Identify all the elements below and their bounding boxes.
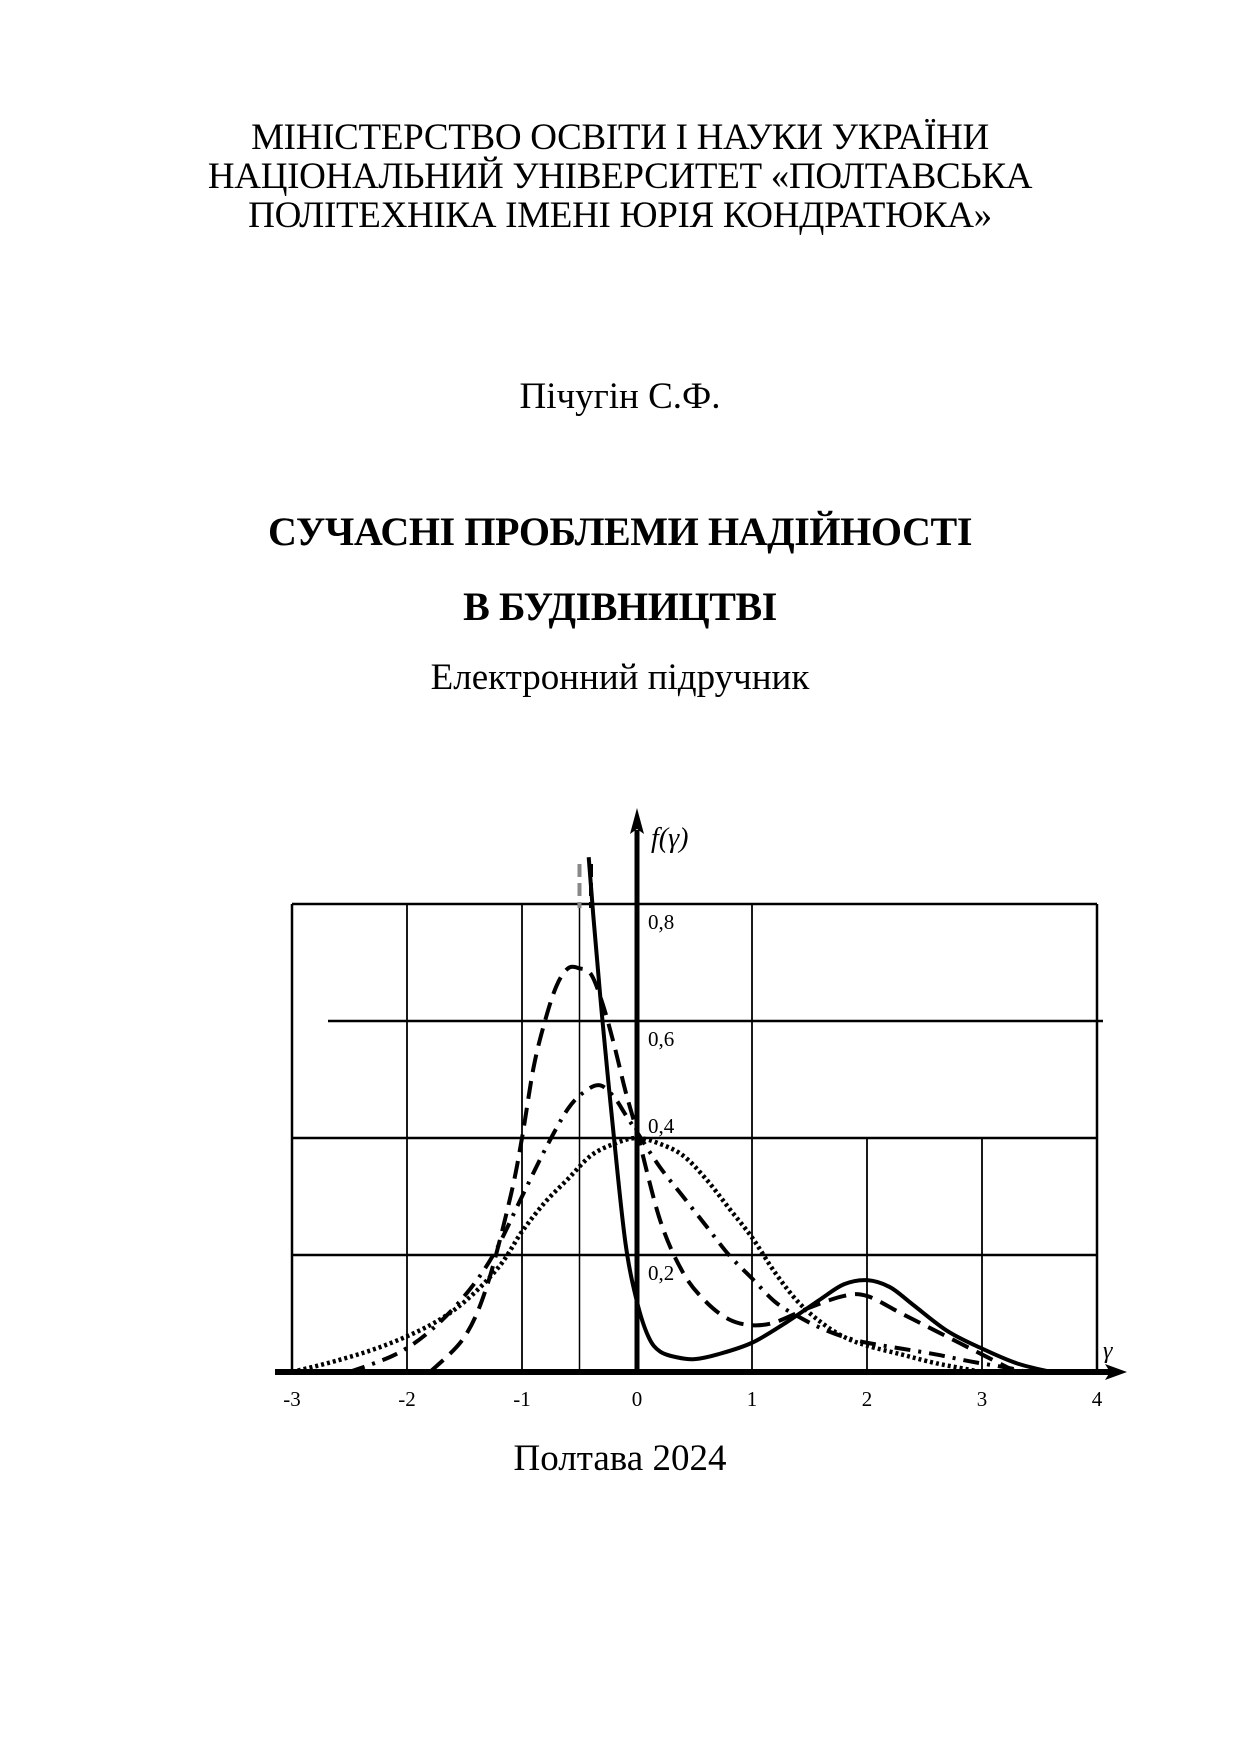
chart-grid bbox=[292, 904, 1103, 1372]
y-tick-label: 0,4 bbox=[648, 1114, 675, 1138]
y-tick-label: 0,2 bbox=[648, 1261, 675, 1285]
city-year: Полтава 2024 bbox=[513, 1438, 727, 1479]
university-name-line1: НАЦІОНАЛЬНИЙ УНІВЕРСИТЕТ «ПОЛТАВСЬКА bbox=[207, 156, 1033, 197]
book-title-line1: СУЧАСНІ ПРОБЛЕМИ НАДІЙНОСТІ bbox=[267, 509, 972, 554]
x-tick-label: 1 bbox=[746, 1387, 758, 1411]
x-axis-label: γ bbox=[1103, 1338, 1113, 1364]
curve-dash-dot bbox=[350, 1085, 1029, 1372]
x-tick-label: 3 bbox=[976, 1387, 988, 1411]
y-axis-label: f(γ) bbox=[651, 823, 689, 854]
author-name: Пічугін С.Ф. bbox=[519, 376, 721, 417]
y-tick-label: 0,6 bbox=[648, 1027, 675, 1051]
x-tick-label: 4 bbox=[1091, 1387, 1103, 1411]
university-name-line2: ПОЛІТЕХНІКА ІМЕНІ ЮРІЯ КОНДРАТЮКА» bbox=[248, 195, 992, 236]
x-tick-label: 2 bbox=[861, 1387, 873, 1411]
x-tick-label: -2 bbox=[398, 1387, 416, 1411]
y-tick-label: 0,8 bbox=[648, 910, 675, 934]
book-subtitle: Електронний підручник bbox=[430, 657, 810, 698]
curve-dashed bbox=[430, 967, 1017, 1372]
book-title-line2: В БУДІВНИЦТВІ bbox=[463, 584, 777, 629]
chart-axes bbox=[275, 808, 1127, 1380]
x-tick-label: -1 bbox=[513, 1387, 531, 1411]
x-tick-label: -3 bbox=[283, 1387, 301, 1411]
ministry-name: МІНІСТЕРСТВО ОСВІТИ І НАУКИ УКРАЇНИ bbox=[251, 117, 989, 158]
x-tick-label: 0 bbox=[631, 1387, 643, 1411]
